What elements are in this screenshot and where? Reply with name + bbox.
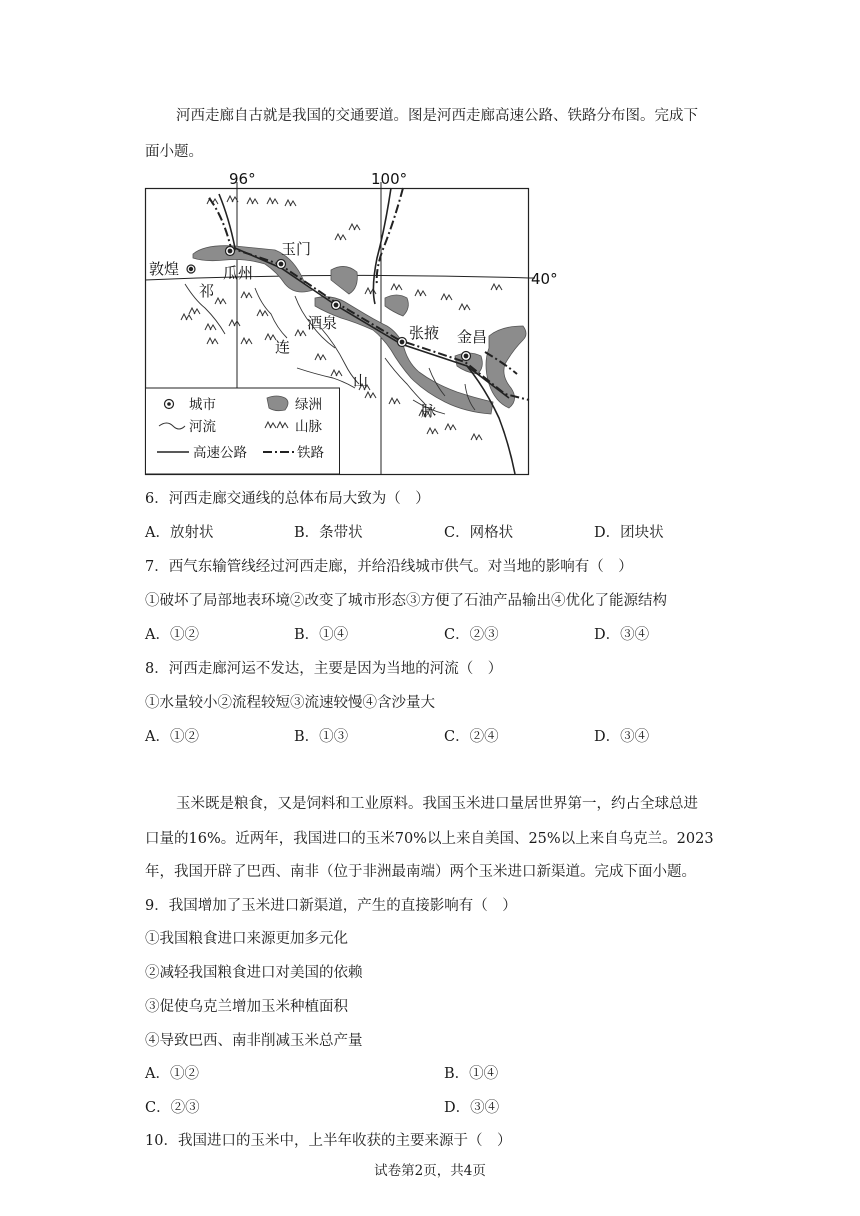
question-8-option-d[interactable]: D．③④	[594, 729, 650, 745]
question-9-option-a[interactable]: A．①②	[145, 1066, 199, 1082]
question-8-option-b[interactable]: B．①③	[294, 729, 349, 745]
question-7-items: ①破坏了局部地表环境②改变了城市形态③方便了石油产品输出④优化了能源结构	[145, 593, 667, 609]
question-7-option-a[interactable]: A．①②	[145, 627, 199, 643]
legend-oasis-label: 绿洲	[295, 397, 322, 413]
legend-mountain-label: 山脉	[295, 419, 322, 435]
city-label-jiuquan: 酒泉	[307, 314, 338, 332]
question-8-option-c[interactable]: C．②④	[444, 729, 499, 745]
question-6-option-b[interactable]: B．条带状	[294, 525, 363, 541]
question-7-option-c[interactable]: C．②③	[444, 627, 499, 643]
lon-label-96: 96°	[229, 170, 256, 188]
lon-label-100: 100°	[371, 170, 408, 188]
legend-river-label: 河流	[189, 419, 216, 435]
question-7-option-d[interactable]: D．③④	[594, 627, 650, 643]
city-label-yumen: 玉门	[281, 240, 312, 258]
question-9-option-b[interactable]: B．①④	[444, 1066, 499, 1082]
question-7-stem: 7．西气东输管线经过河西走廊，并给沿线城市供气。对当地的影响有（ ）	[145, 559, 633, 575]
question-8-stem: 8．河西走廊河运不发达，主要是因为当地的河流（ ）	[145, 661, 503, 677]
question-7-option-b[interactable]: B．①④	[294, 627, 349, 643]
page-footer: 试卷第2页，共4页	[374, 1163, 486, 1179]
passage-2-line-2: 口量的16%。近两年，我国进口的玉米70%以上来自美国、25%以上来自乌克兰。2023	[145, 831, 714, 847]
question-9-item-3: ③促使乌克兰增加玉米种植面积	[145, 999, 348, 1015]
city-label-zhangye: 张掖	[409, 324, 440, 342]
legend-highway-label: 高速公路	[193, 445, 247, 461]
passage-2-line-1: 玉米既是粮食，又是饲料和工业原料。我国玉米进口量居世界第一，约占全球总进	[176, 796, 698, 812]
mountain-char-mai: 脉	[421, 402, 437, 420]
passage-2-line-3: 年，我国开辟了巴西、南非（位于非洲最南端）两个玉米进口新渠道。完成下面小题。	[145, 864, 696, 880]
question-9-option-d[interactable]: D．③④	[444, 1100, 500, 1116]
question-10-stem: 10．我国进口的玉米中，上半年收获的主要来源于（ ）	[145, 1133, 512, 1149]
question-6-stem: 6．河西走廊交通线的总体布局大致为（ ）	[145, 491, 430, 507]
mountain-char-lian: 连	[275, 338, 291, 356]
question-6-option-c[interactable]: C．网格状	[444, 525, 514, 541]
question-9-option-c[interactable]: C．②③	[145, 1100, 200, 1116]
legend-railway-label: 铁路	[297, 445, 324, 461]
mountain-char-shan: 山	[353, 372, 369, 390]
legend-city-label: 城市	[189, 397, 216, 413]
city-label-jinchang: 金昌	[457, 328, 488, 346]
mountain-char-qi: 祁	[199, 282, 215, 300]
passage-1-line-1: 河西走廊自古就是我国的交通要道。图是河西走廊高速公路、铁路分布图。完成下	[176, 108, 698, 124]
question-9-item-4: ④导致巴西、南非削减玉米总产量	[145, 1033, 363, 1049]
lat-label-40: 40°	[531, 270, 558, 288]
question-6-option-d[interactable]: D．团块状	[594, 525, 664, 541]
city-label-guazhou: 瓜州	[223, 264, 254, 282]
question-9-item-1: ①我国粮食进口来源更加多元化	[145, 931, 348, 947]
question-6-option-a[interactable]: A．放射状	[145, 525, 214, 541]
question-8-option-a[interactable]: A．①②	[145, 729, 199, 745]
hexi-corridor-map	[145, 170, 558, 475]
map-legend	[146, 388, 340, 474]
question-9-item-2: ②减轻我国粮食进口对美国的依赖	[145, 965, 363, 981]
passage-1-line-2: 面小题。	[145, 144, 203, 160]
question-9-stem: 9．我国增加了玉米进口新渠道，产生的直接影响有（ ）	[145, 898, 517, 914]
question-8-items: ①水量较小②流程较短③流速较慢④含沙量大	[145, 695, 435, 711]
city-label-dunhuang: 敦煌	[149, 260, 180, 278]
